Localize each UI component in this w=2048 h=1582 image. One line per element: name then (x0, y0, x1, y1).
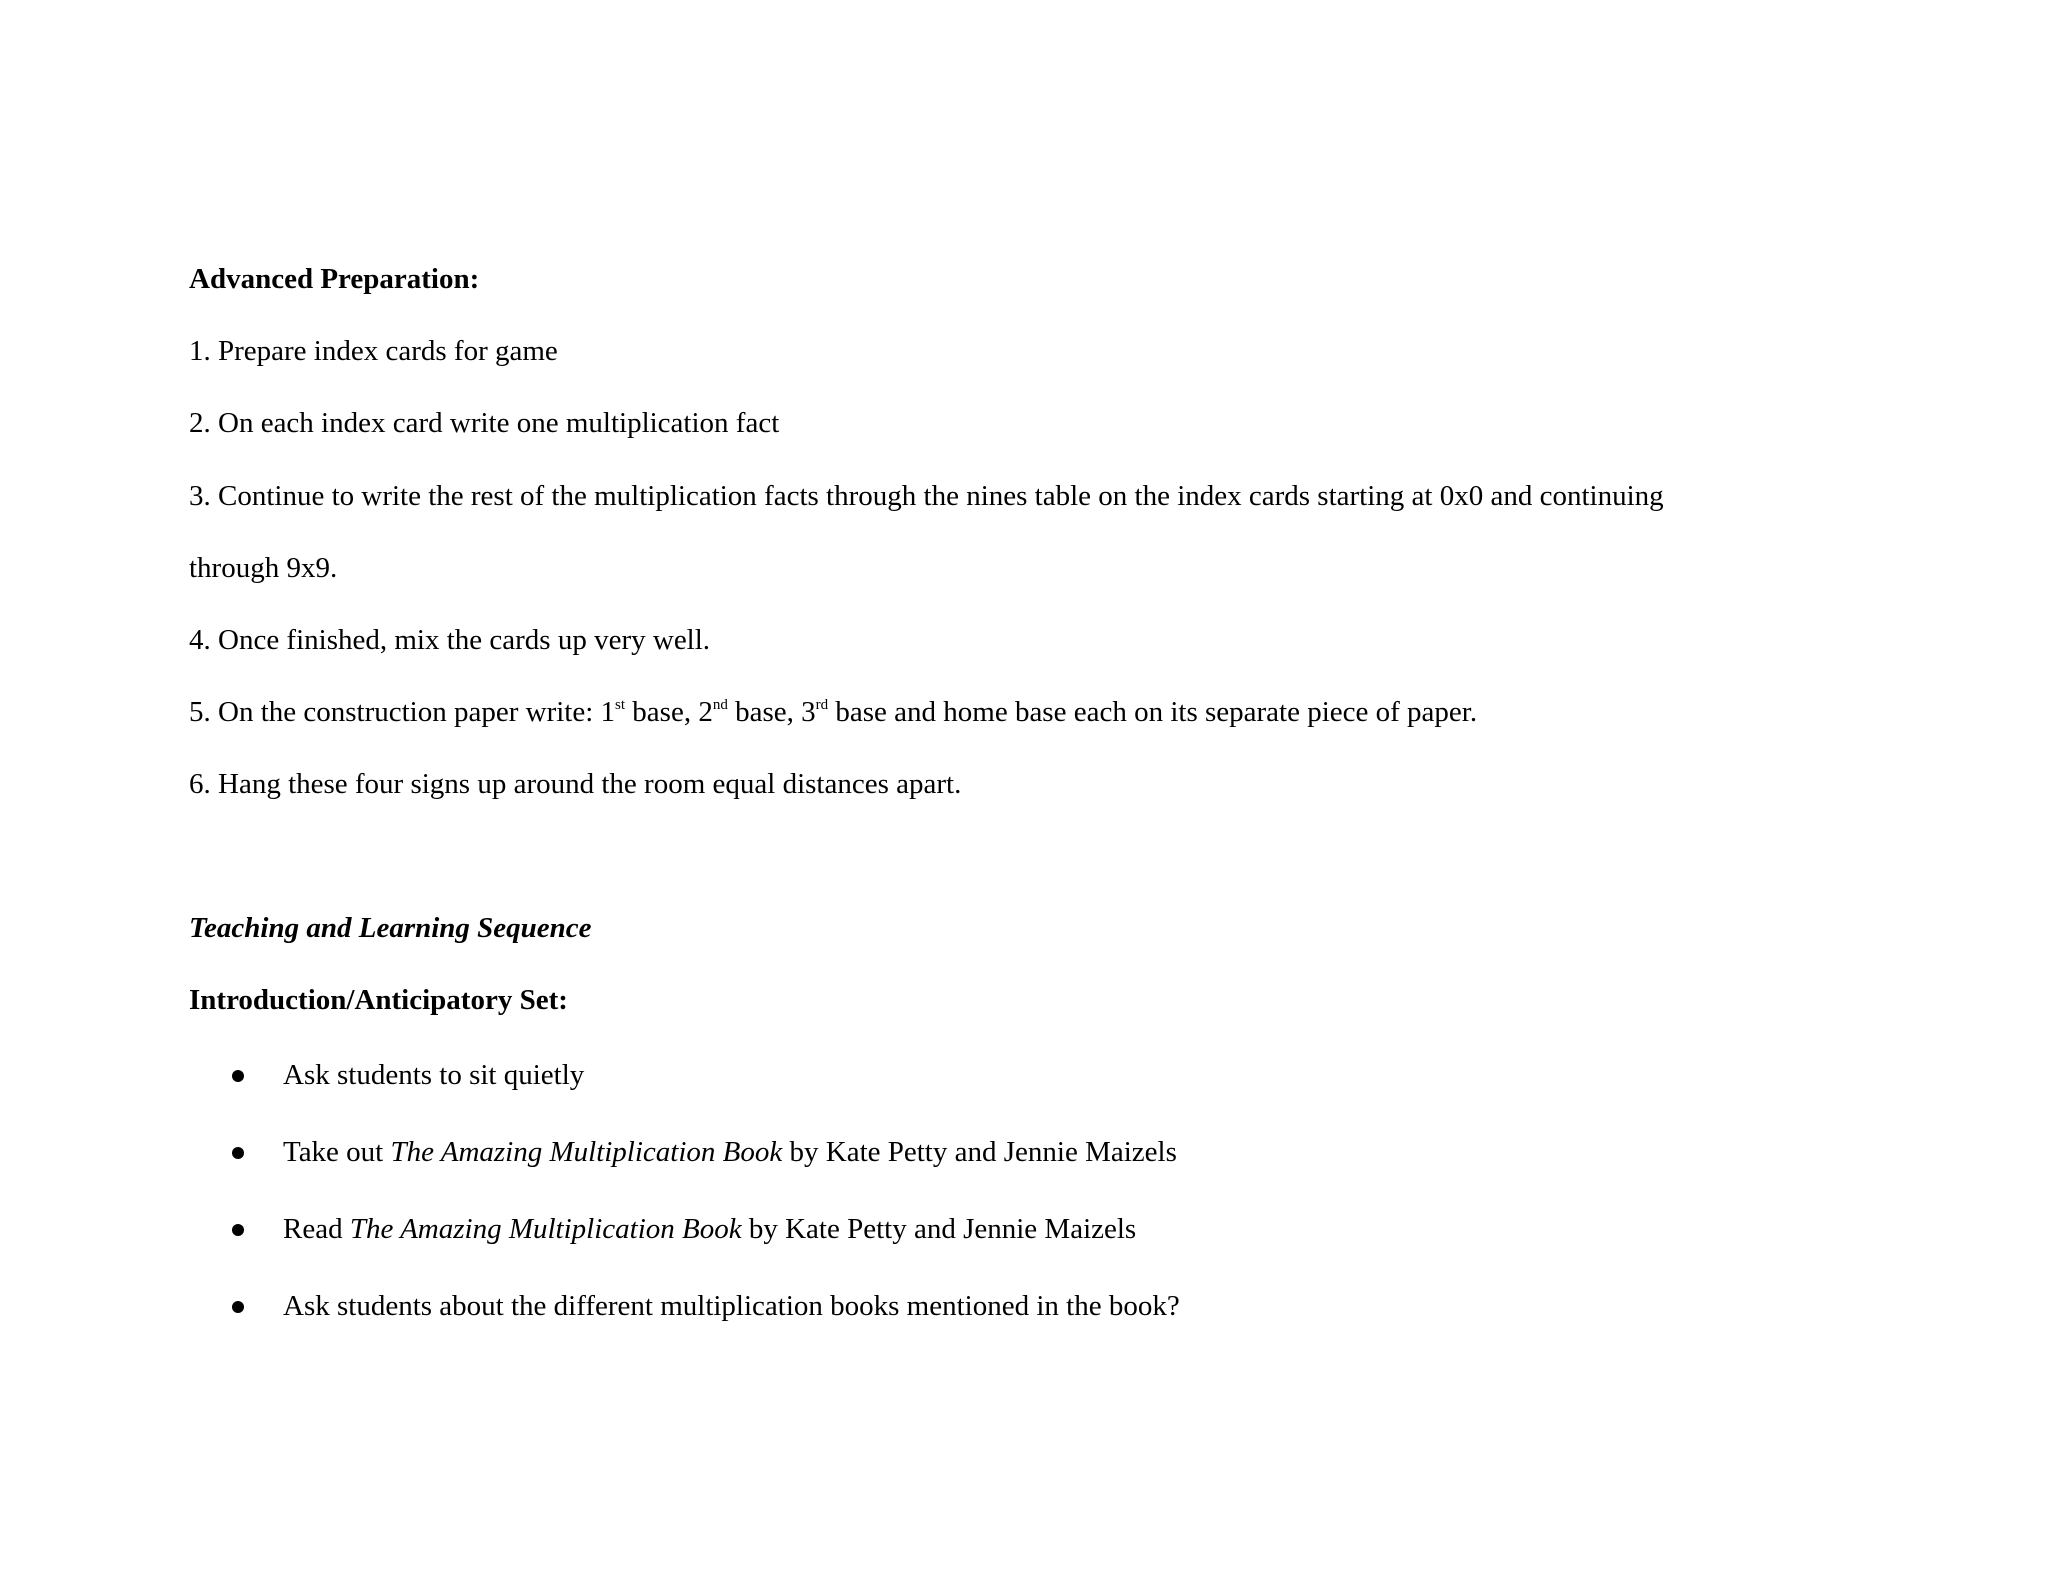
ordinal-suffix-rd: rd (815, 697, 829, 713)
ordinal-suffix-nd: nd (712, 697, 728, 713)
introduction-subheading: Introduction/Anticipatory Set: (189, 984, 568, 1016)
advanced-preparation-heading: Advanced Preparation: (189, 263, 480, 295)
prep-step-5-mid-1: base, 2 (625, 696, 713, 728)
bullet-icon (232, 1224, 244, 1236)
intro-bullet-3 (283, 1212, 1136, 1246)
bullet-icon (232, 1070, 244, 1082)
prep-step-5-prefix: 5. On the construction paper write: 1 (189, 696, 616, 728)
intro-bullet-2-after: by Kate Petty and Jennie Maizels (782, 1136, 1177, 1168)
intro-bullet-2-before: Take out (283, 1136, 391, 1168)
prep-step-2: 2. On each index card write one multiplication fact (189, 407, 780, 439)
prep-step-5-mid-2: base, 3 (727, 696, 816, 728)
prep-step-4: 4. Once finished, mix the cards up very well. (189, 624, 711, 656)
intro-bullet-3-after: by Kate Petty and Jennie Maizels (741, 1213, 1137, 1245)
prep-step-5 (189, 695, 1477, 729)
intro-bullet-4: Ask students about the different multiplication books mentioned in the book? (283, 1290, 1180, 1322)
prep-step-1: 1. Prepare index cards for game (189, 335, 558, 367)
bullet-icon (232, 1147, 244, 1159)
book-title: The Amazing Multiplication Book (349, 1213, 742, 1245)
prep-step-3-line-1: 3. Continue to write the rest of the multiplication facts through the nines table on the index cards starting at 0x0 and continuing (189, 480, 1664, 512)
prep-step-3-line-2: through 9x9. (189, 552, 338, 584)
teaching-sequence-heading: Teaching and Learning Sequence (189, 912, 592, 944)
book-title: The Amazing Multiplication Book (390, 1136, 783, 1168)
prep-step-5-suffix: base and home base each on its separate piece of paper. (828, 696, 1478, 728)
bullet-icon (232, 1301, 244, 1313)
intro-bullet-1: Ask students to sit quietly (283, 1059, 585, 1091)
intro-bullet-2 (283, 1135, 1177, 1169)
prep-step-6: 6. Hang these four signs up around the room equal distances apart. (189, 768, 962, 800)
intro-bullet-3-before: Read (283, 1213, 350, 1245)
ordinal-suffix-st: st (615, 697, 626, 713)
